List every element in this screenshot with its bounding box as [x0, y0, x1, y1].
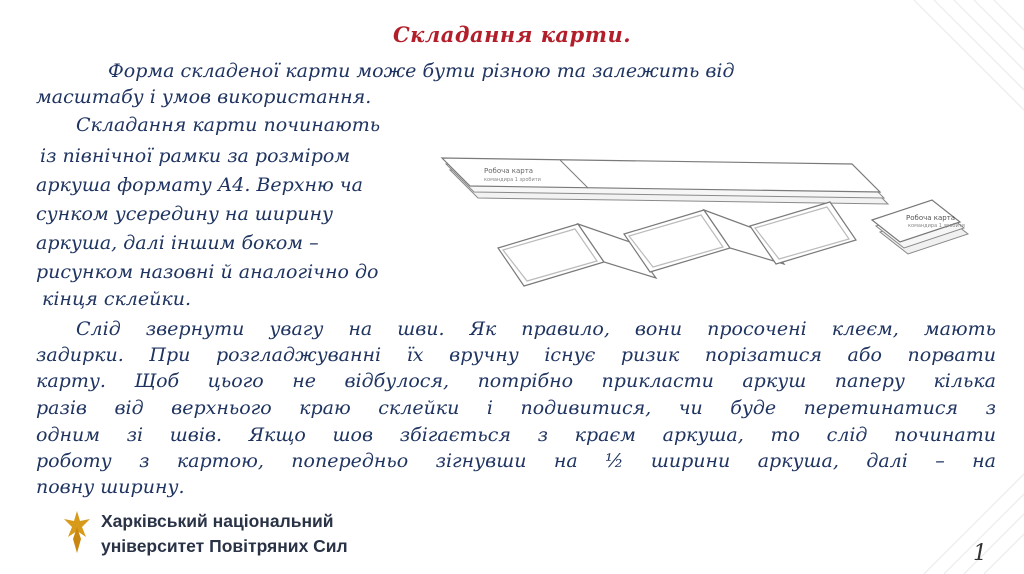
paragraph2-line-1: Складання карти починають	[76, 114, 381, 136]
paragraph3-line-2: задирки. При розгладжуванні їх вручну існує ризик порізатися або порвати	[36, 344, 996, 366]
paragraph2-line-6: рисунком назовні й аналогічно до	[36, 261, 379, 283]
paragraph2-line-5: аркуша, далі іншим боком –	[36, 232, 319, 254]
paragraph1-line-2: масштабу і умов використання.	[36, 86, 372, 108]
accordion-folded-sheets	[498, 202, 856, 286]
paragraph3-line-4: разів від верхнього краю склейки і подивитися, чи буде перетинатися з	[36, 397, 996, 419]
paragraph2-line-3: аркуша формату А4. Верхню ча	[36, 174, 363, 196]
slide-title: Складання карти.	[392, 22, 632, 47]
paragraph3-line-6: роботу з картою, попередньо зігнувши на ½ ширини аркуша, далі – на	[36, 450, 996, 472]
folded-map-card	[872, 200, 968, 254]
paragraph2-line-2: із північної рамки за розміром	[40, 145, 351, 167]
strip-label-2: командира 1 зробити	[484, 177, 541, 183]
paragraph2-line-7: кінця склейки.	[42, 288, 192, 310]
card-label-1: Робоча карта	[906, 214, 956, 222]
paragraph3-line-3: карту. Щоб цього не відбулося, потрібно прикласти аркуш паперу кілька	[36, 370, 996, 392]
paragraph3-line-1: Слід звернути увагу на шви. Як правило, вони просочені клеєм, мають	[76, 318, 996, 340]
paragraph3-line-7: повну ширину.	[36, 476, 185, 498]
folded-map-illustration	[440, 140, 1000, 290]
paragraph1-line-1: Форма складеної карти може бути різною та залежить від	[108, 60, 735, 82]
page-number: 1	[973, 541, 987, 566]
university-emblem-icon	[62, 509, 92, 555]
strip-label-1: Робоча карта	[484, 167, 534, 175]
folded-strip-stack	[442, 158, 888, 204]
university-name-line-2: університет Повітряних Сил	[101, 536, 348, 556]
card-label-2: командира 1 зробити	[908, 223, 965, 229]
paragraph3-line-5: одним зі швів. Якщо шов збігається з краєм аркуша, то слід починати	[36, 424, 996, 446]
paragraph2-line-4: сунком усередину на ширину	[36, 203, 333, 225]
university-name-line-1: Харківський національний	[101, 511, 334, 531]
